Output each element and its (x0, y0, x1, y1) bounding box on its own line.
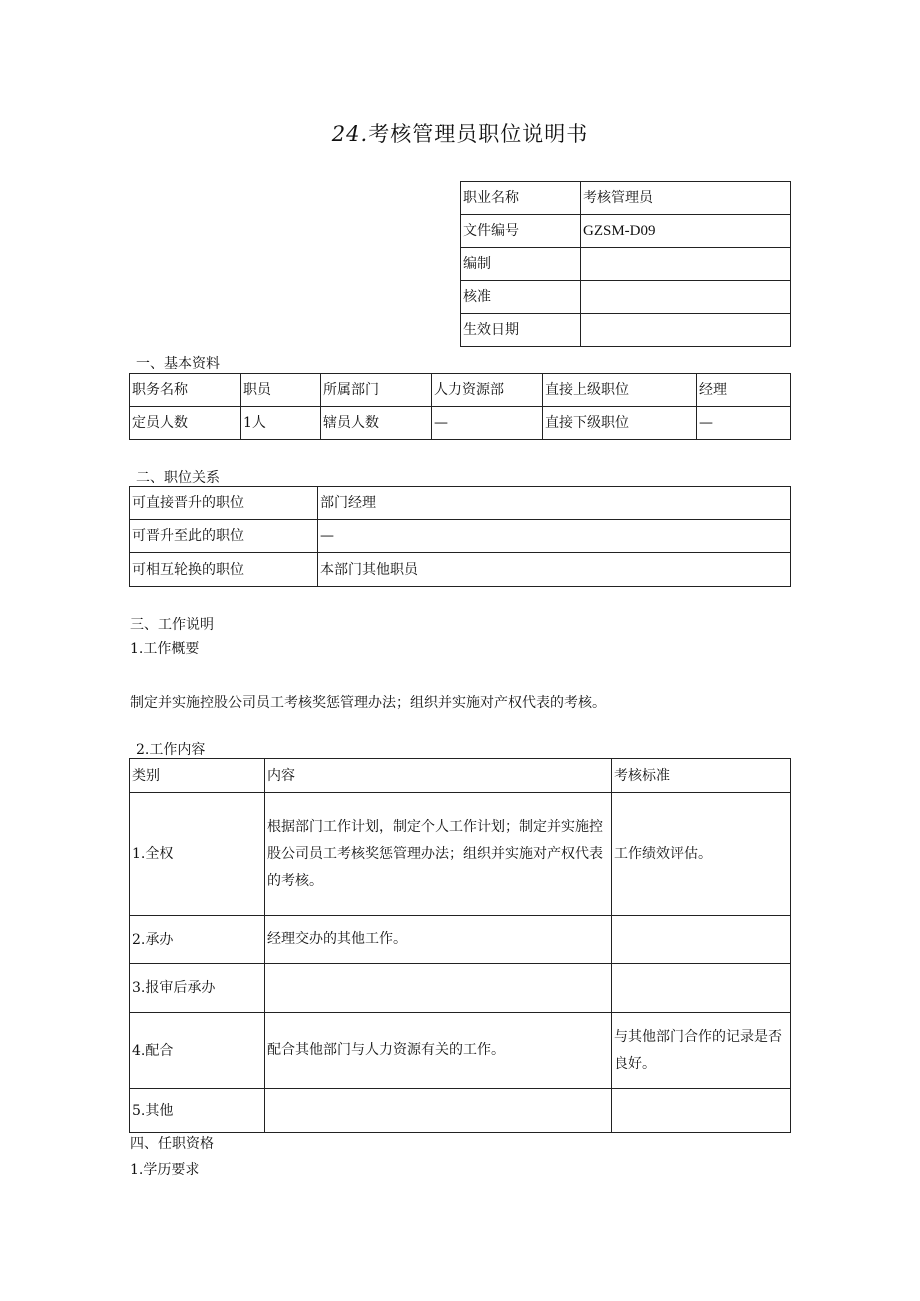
relation-row (130, 487, 791, 520)
relation-label: 可晋升至此的职位 (130, 520, 318, 553)
basic-info-cell: 直接下级职位 (543, 407, 697, 440)
relation-label: 可直接晋升的职位 (130, 487, 318, 520)
page-title (0, 118, 920, 148)
column-header-category: 类别 (130, 759, 265, 793)
relation-label: 可相互轮换的职位 (130, 553, 318, 587)
table-row (130, 1013, 791, 1089)
basic-info-cell: 辖员人数 (321, 407, 432, 440)
section-heading-basic-info: 一、基本资料 (136, 356, 220, 372)
basic-info-cell: 直接上级职位 (543, 374, 697, 407)
meta-label: 职业名称 (461, 182, 581, 215)
relation-value: 部门经理 (318, 487, 791, 520)
basic-info-cell: 定员人数 (130, 407, 241, 440)
relation-value: — (318, 520, 791, 553)
table-row (130, 964, 791, 1013)
basic-info-cell: — (432, 407, 543, 440)
meta-row (461, 182, 791, 215)
position-relations-table (129, 486, 791, 587)
work-standard (612, 1089, 791, 1133)
meta-value (581, 314, 791, 347)
work-standard: 与其他部门合作的记录是否良好。 (612, 1013, 791, 1089)
work-category: 2.承办 (130, 916, 265, 964)
column-header-content: 内容 (265, 759, 612, 793)
title-text: 考核管理员职位说明书 (368, 122, 589, 146)
subheading-education: 1.学历要求 (130, 1162, 200, 1178)
relation-row (130, 553, 791, 587)
basic-info-row (130, 407, 791, 440)
work-content: 经理交办的其他工作。 (265, 916, 612, 964)
work-content (265, 964, 612, 1013)
work-summary-text: 制定并实施控股公司员工考核奖惩管理办法；组织并实施对产权代表的考核。 (130, 695, 606, 711)
section-heading-work-description: 三、工作说明 (130, 617, 214, 633)
section-heading-relations: 二、职位关系 (136, 470, 220, 486)
section-heading-qualifications: 四、任职资格 (130, 1136, 214, 1152)
basic-info-cell: 经理 (697, 374, 791, 407)
basic-info-cell: 人力资源部 (432, 374, 543, 407)
meta-label: 文件编号 (461, 215, 581, 248)
work-category: 3.报审后承办 (130, 964, 265, 1013)
basic-info-table (129, 373, 791, 440)
basic-info-cell: 所属部门 (321, 374, 432, 407)
relation-row (130, 520, 791, 553)
subheading-work-summary: 1.工作概要 (130, 641, 200, 657)
title-number: 24. (331, 122, 369, 146)
work-standard: 工作绩效评估。 (612, 793, 791, 916)
meta-label: 核准 (461, 281, 581, 314)
work-standard (612, 964, 791, 1013)
meta-label: 编制 (461, 248, 581, 281)
work-content: 配合其他部门与人力资源有关的工作。 (265, 1013, 612, 1089)
work-content: 根据部门工作计划，制定个人工作计划；制定并实施控股公司员工考核奖惩管理办法；组织并实施对产权代表的考核。 (265, 793, 612, 916)
work-content-table (129, 758, 791, 1133)
meta-value (581, 281, 791, 314)
meta-value (581, 248, 791, 281)
basic-info-cell: — (697, 407, 791, 440)
work-standard (612, 916, 791, 964)
document-meta-table (460, 181, 791, 347)
work-category: 1.全权 (130, 793, 265, 916)
basic-info-cell: 1人 (241, 407, 321, 440)
subheading-work-content: 2.工作内容 (136, 742, 206, 758)
basic-info-cell: 职务名称 (130, 374, 241, 407)
basic-info-row (130, 374, 791, 407)
work-content-header-row (130, 759, 791, 793)
relation-value: 本部门其他职员 (318, 553, 791, 587)
work-category: 5.其他 (130, 1089, 265, 1133)
meta-row (461, 281, 791, 314)
table-row (130, 1089, 791, 1133)
basic-info-cell: 职员 (241, 374, 321, 407)
meta-row (461, 215, 791, 248)
meta-row (461, 314, 791, 347)
meta-value: GZSM-D09 (581, 215, 791, 248)
work-content (265, 1089, 612, 1133)
column-header-standard: 考核标准 (612, 759, 791, 793)
table-row (130, 793, 791, 916)
meta-label: 生效日期 (461, 314, 581, 347)
meta-row (461, 248, 791, 281)
table-row (130, 916, 791, 964)
work-category: 4.配合 (130, 1013, 265, 1089)
meta-value: 考核管理员 (581, 182, 791, 215)
